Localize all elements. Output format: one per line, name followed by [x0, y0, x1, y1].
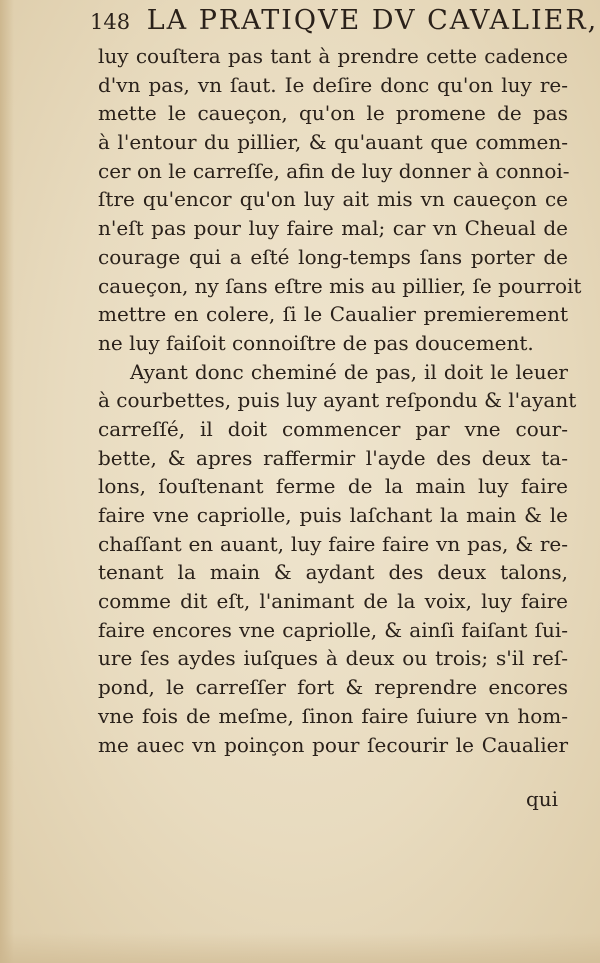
text-line: Ayant donc cheminé de pas, il doit le leuer: [130, 359, 568, 384]
page-number: 148: [90, 10, 131, 34]
text-line: lons, ſouſtenant ferme de la main luy faire: [98, 474, 568, 499]
text-line: carreſſé, il doit commencer par vne cour-: [98, 416, 568, 441]
text-line: caueçon, ny ſans eſtre mis au pillier, ſe pourroit: [98, 273, 582, 298]
text-line: ne luy faiſoit connoiſtre de pas doucement.: [98, 330, 534, 355]
text-line: mette le caueçon, qu'on le promene de pas: [98, 101, 568, 126]
text-line: comme dit eſt, l'animant de la voix, luy faire: [98, 589, 568, 614]
text-line: me auec vn poinçon pour ſecourir le Caualier: [98, 732, 568, 757]
text-line: vne fois de meſme, ſinon faire ſuiure vn hom-: [98, 703, 568, 728]
text-line: faire encores vne capriolle, & ainſi faiſant ſui-: [98, 617, 568, 642]
text-line: à l'entour du pillier, & qu'auant que commen-: [98, 130, 568, 155]
page-header: [90, 5, 599, 39]
catchword: qui: [526, 787, 559, 811]
text-line: chaſſant en auant, luy faire faire vn pas, & re-: [98, 531, 568, 556]
text-line: luy couſtera pas tant à prendre cette cadence: [98, 44, 568, 68]
text-line: ure ſes aydes iuſques à deux ou trois; s'il reſ-: [98, 646, 568, 671]
page-gutter-shadow: [0, 0, 14, 963]
text-line: courage qui a eſté long-temps ſans porter de: [98, 244, 568, 269]
text-line: cer on le carreſſe, afin de luy donner à connoi-: [98, 158, 570, 183]
text-line: d'vn pas, vn ſaut. Ie deſire donc qu'on luy re-: [98, 72, 568, 97]
text-line: pond, le carreſſer fort & reprendre encores: [98, 675, 568, 700]
body-text: [98, 42, 582, 759]
running-title: LA PRATIQVE DV CAVALIER,: [146, 5, 599, 36]
text-line: bette, & apres raffermir l'ayde des deux ta-: [98, 445, 568, 470]
text-line: ſtre qu'encor qu'on luy ait mis vn caueçon ce: [98, 187, 568, 212]
page-bottom-shadow: [0, 933, 600, 963]
text-line: mettre en colere, ſi le Caualier premierement: [98, 302, 568, 327]
text-line: n'eſt pas pour luy faire mal; car vn Cheual de: [98, 216, 568, 241]
text-line: à courbettes, puis luy ayant reſpondu & l'ayant: [98, 388, 577, 413]
text-line: faire vne capriolle, puis laſchant la main & le: [98, 503, 568, 527]
text-line: tenant la main & aydant des deux talons,: [98, 560, 568, 585]
